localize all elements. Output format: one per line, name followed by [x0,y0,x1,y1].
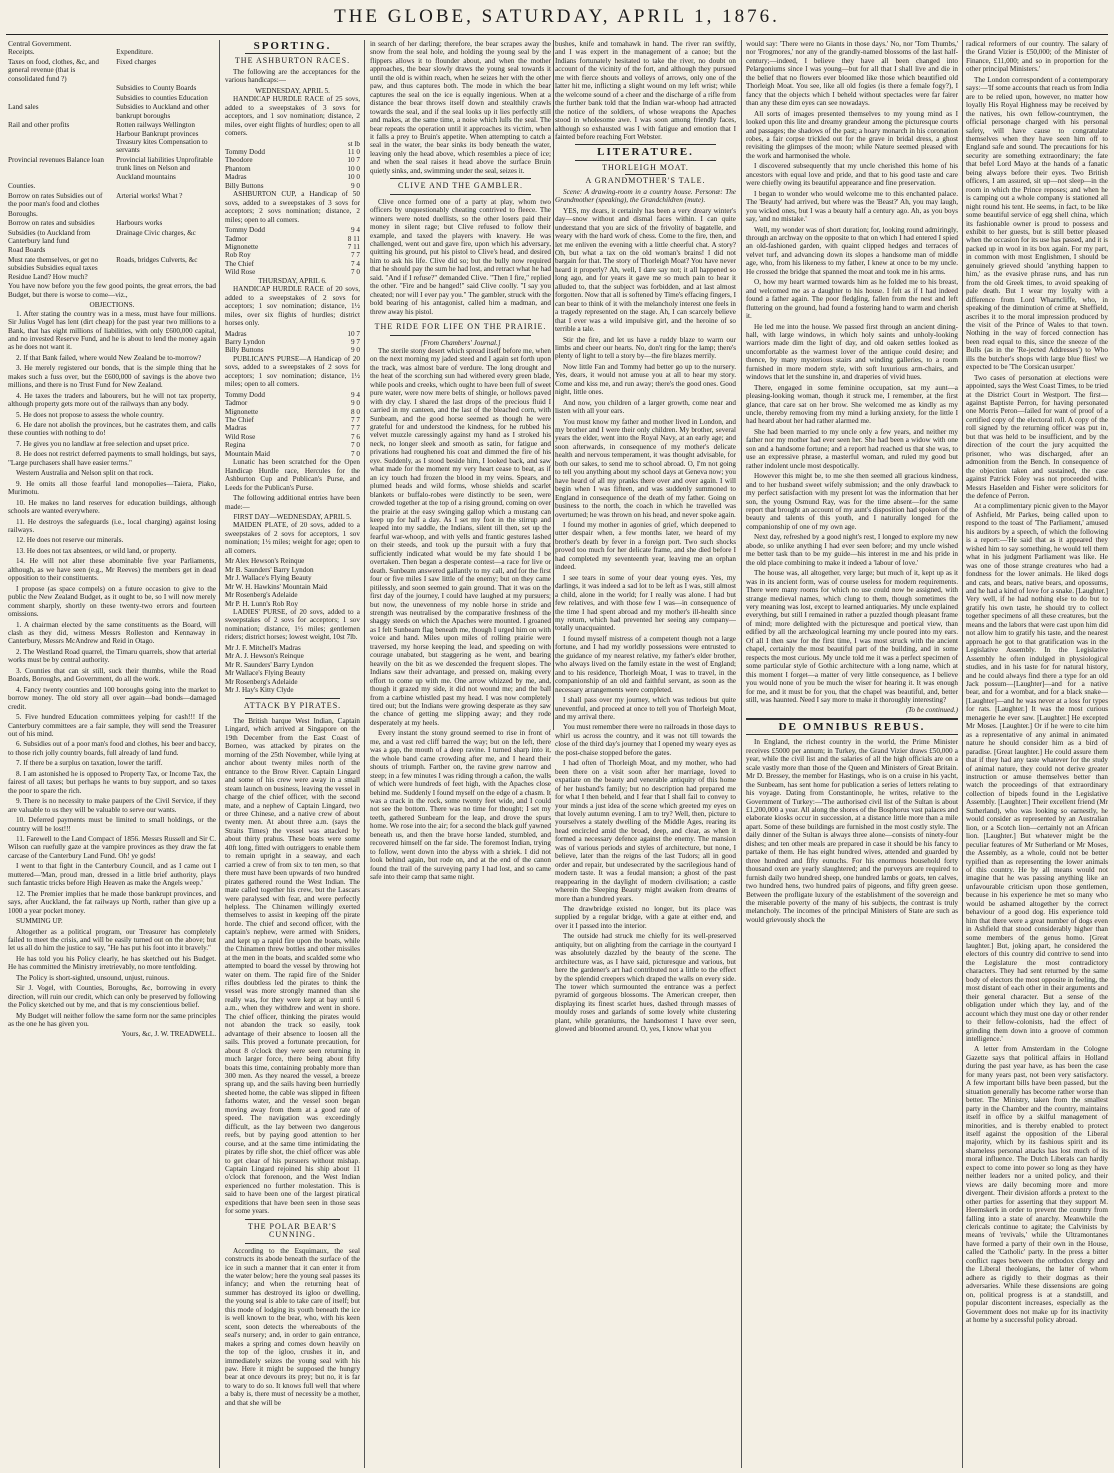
divider [746,734,958,735]
horse-name: Theodore [225,156,253,165]
budget-expenditure: Roads, bridges Culverts, &c [116,255,198,264]
horse-weight: 9 4 [351,390,360,399]
races-intro: The following are the acceptances for the various handicaps:— [225,67,360,85]
paragraph: 8. I am astonished he is opposed to Property Tax, or Income Tax, the fairest of all taxes; but perhaps he wants to buy support, and so taxes the poor to spare the rich. [8,769,216,795]
budget-expenditure: Arterial works! What ? [116,191,183,200]
race-entry: Mr J. Hay's Kitty Clyde [225,686,294,695]
omnibus-paragraph: Two cases of personation at elections were appointed, says the West Coast Times, to be tried at the District Court in Westport. The first—against Baptiste Perron, for having personated one Morris Peron—failed for want of proof of a certified copy of the electoral roll. A copy of the roll signed by the returning officer was put in, but that was held to be insufficient, and by the direction of the court the jury acquitted the prisoner, who was discharged, after an admonition from the Bench. In consequence of the objection taken and sustained, the case against Patrick Foley was not proceeded with. Messrs Haselden and Fisher were solicitors for the defence of Perron. [966,373,1108,501]
paragraph: I see tears in some of your dear young eyes. Yes, my darlings, it was indeed a sad lot to be left as I was, still almost a child, alone in the world; for I really was alone. I had but few relatives, and with those few I was—in consequence of the time I had spent abroad and my mother's ill-health since my return, which had prevented her seeing any company—totally unacquainted. [555,573,736,633]
horse-weight: 7 11 [347,242,360,251]
horse-name: Madras [225,329,247,338]
race-description: MAIDEN PLATE, of 20 sovs, added to a sweepstakes of 2 sovs for acceptors, 1 sov nomination; 1½ miles; weight for age; open to all comers. [225,521,360,555]
budget-receipt: Borrow on rates and subsidies [8,219,95,228]
paragraph: You must remember there were no railroads in those days to whirl us across the country, and it was not till towards the close of the third day's journey that I opened my weary eyes as the post-chaise stopped before the gates. [555,723,736,757]
paragraph: Stir the fire, and let us have a ruddy blaze to warm our limbs and cheer our hearts. No, don't ring for the lamp; there's plenty of light to tell a story by—the fire blazes merrily. [555,335,736,361]
budget-receipt: Rail and other profits [8,121,70,130]
paragraph: I found my mother in agonies of grief, which deepened to utter despair when, a few months later, we heard of my brother's death by fever in a foreign port. Two such shocks proved too much for her delicate frame, and she died before I had completed my seventeenth year, leaving me an orphan indeed. [555,521,736,572]
divider [245,1243,340,1244]
weights-header: st lb [347,139,360,148]
budget-row [8,210,216,218]
race-description: PUBLICAN'S PURSE—A Handicap of 20 sovs, added to a sweepstakes of 2 sovs for acceptors; 1 sov nomination; distance, 1½ miles; open to all comers. [225,354,360,389]
omnibus-heading: DE OMNIBUS REBUS. [778,720,926,733]
column-separator [364,40,365,1468]
story-paragraph: He led me into the house. We passed first through an ancient dining-hall, with large windows, in which holy saints and unholy-looking warriors made dim the light of day, and old oaken settles looked as uncomfortable as the warmest lover of the antique could desire; and thence, by many mysterious stairs and winding galleries, to a room furnished in more modern style, with soft luxurious arm-chairs, and windows that let the sunshine in, and draperies of vivid hues. [746,322,958,382]
paragraph: According to the Esquimaux, the seal constructs its abode beneath the surface of the ice in such a manner that it can enter it from the water below; here the young seal passes its infancy; and when the returning heat of summer has destroyed its igloo or dwelling, the young seal is able to take care of itself; but this mode of lodging its youth beneath the ice is well known to the bear, who, with his keen scent, soon detects the whereabouts of the seal's nursery; and, in order to gain entrance, makes a spring and comes down heavily on the top of the igloo, crushes it in, and immediately seizes the young seal with his paw. Here it might be supposed the hungry bear at once devours its prey; but no, it is far to wary to do so. It knows full well that where a baby is, there must of necessity be a mother, and that she will be [225,1246,360,1407]
horse-weight: 7 6 [351,432,360,441]
budget-expenditure [116,246,216,254]
budget-row [8,182,216,190]
divider [625,174,666,175]
scratchings-note: Lunatic has been scratched for the Open Handicap Hurdle race, Hercules for the Ashburton Cup and Publican's Purse, and Leeds for the Publican's Purse. [225,458,360,492]
polar-continued: in search of her darling; therefore, the bear scrapes away the snow from the seal hole, and holding the young seal by the flippers allows it to flounder about, and when the mother approaches, the bear slowly draws the young seal towards it until the old is within reach, when he seizes her with the other paw, and thus captures both. The mode in which the bear captures the seal on the ice is equally ingenious. When at a distance the bear throws itself down and stealthily crawls towards the seal, and if the seal looks up it lies perfectly still and makes, at the same time, a noise which lulls the seal. The bear repeats the operation until it approaches its victim, when it falls a prey to Bruin's appetite. When attempting to catch a seal in the water, the bear sinks its body beneath the water, leaving only the head above, which resembles a piece of ice; and when the seal raises it head above the surface Bruin quietly sinks, and, swimming under the seal, seizes it. [370,40,551,175]
horse-name: Madras [225,424,247,433]
paragraph: 1. After stating the country was in a mess, must have four millions. Sir Julius Vogel has lent (dirt cheap) for the past year two millions to a Bank, that has eight millions of liabilities, with only £600,000 capital, and no invested Reserve Fund, and he is about to lend the money again as he does not want it. [8,309,216,352]
paragraph: I had often of Thorleigh Moat, and my mother, who had been there on a visit soon after her marriage, loved to expatiate on the beauty and venerable antiquity of this home of her husband's family; but no description had prepared me for what I then beheld, and I fear that I shall fail to convey to your minds a just idea of the scene which greeted my eyes on that lovely autumn evening. I am to try? Well, then, picture to yourselves a stately dwelling of the Middle Ages, rearing its head encircled amid the broad, deep, and clear, as when it formed a necessary defence against the enemy. The mansion was of various periods and styles of architecture, but none, I believe, later than the reigns of the last Tudors; all in good order and repair, but undesecrated by the sacrilegious hand of modern taste. It was a feudal mansion; a ghost of the past reappearing in the daylight of modern civilisation; a castle wherein the Sleeping Beauty might awaken from dreams of more than a hundred years. [555,759,736,903]
horse-weight: 10 7 [347,156,360,165]
horse-name: Tadmor [225,234,248,243]
paragraph: The Policy is short-sighted, unsound, unjust, ruinous. [16,973,170,982]
race-entry: Mr W. H. Hawkins' Mountain Maid [225,582,328,591]
column-separator [962,40,963,1468]
budget-expenditure: Rotten railways Wellington Harbour Bankrupt provinces Treasury kites Compensation to servants [116,121,208,155]
objections-list [8,310,216,1029]
race-entry: Mr A. J. Hewson's Reinque [225,652,304,661]
paragraph: 10. Deferred payments must be limited to small holdings, or the country will be lost!!! [8,816,216,833]
budget-receipt: Borrow on rates Subsidies out of the poor man's food and clothes [8,191,103,209]
horse-weight: 7 0 [351,268,360,277]
paragraph: I shall pass over my journey, which was tedious but quite uneventful, and proceed at once to tell you of Thorleigh Moat, and my arrival there. [555,696,736,721]
paragraph: The outside had struck me chiefly for its well-preserved antiquity, but on alighting from the carriage in the courtyard I was absolutely dazzled by the beauty of the scene. The architecture was, as I have said, picturesque and various, but here the gardener's art had contributed not a little to the effect by the splendid creepers which draped the walls on every side. The tower which surmounted the entrance was a perfect pyramid of gorgeous blossoms. The American creeper, then displaying its finest scarlet hues, dashed through masses of mouldy roses and garlands of some lovely white clustering plant, while geraniums, the handsomest I have ever seen, glowed and bloomed around. O, yes, I know what you [555,932,736,1034]
race-entry [225,330,360,338]
story-paragraph: I discovered subsequently that my uncle cherished this home of his ancestors with equal love and pride, and that to his good taste and care were chiefly owing its beautiful appearance and fine preservation. [746,162,958,188]
budget-row [8,103,216,120]
moat-story [555,207,736,1034]
budget-row [8,219,216,227]
horse-weight: 7 7 [351,424,360,433]
horse-name: Rob Roy [225,251,251,260]
divider [575,160,716,161]
horse-weight: 10 0 [347,173,360,182]
horse-weight: 7 7 [351,416,360,425]
paragraph: SUMMING UP. [16,917,63,926]
divider [245,713,340,714]
budget-receipt: Taxes on food, clothes, &c, and general revenue (that is consolidated fund ?) [8,57,99,83]
race-entry: Mr B. Saunders' Barry Lyndon [225,565,314,574]
paragraph: The drawbridge existed no longer, but its place was supplied by a regular bridge, with a gate at either end, and over it I passed into the interior. [555,904,736,930]
paragraph: 5. He does not propose to assess the whole country. [16,410,164,419]
story-paragraph: However this might be, to me she then seemed all gracious kindness, and to her husband sweet wifely submission; and the only drawback to my perfect satisfaction with my present lot was the information that her son, the young Osmund Ray, was for the time absent—for the same report that brought an account of my aunt's disposition had spoken of the beauty and talents of this youth, and I naturally longed for the companionship of one of my own age. [746,472,958,531]
paragraph: And now, you children of a larger growth, come near and listen with all your ears. [555,398,736,416]
paragraph: 7. He gives you no landlaw at free selection and upset price. [16,439,190,448]
horse-weight: 10 0 [347,164,360,173]
entry-list [225,226,360,277]
entry-list [225,557,360,608]
divider [245,53,340,54]
column-omnibus-continued [966,40,1108,1468]
divider [390,319,531,320]
ride-article: The sterile stony desert which spread itself before me, when on the next morning my jaded steed and I again set forth upon the track, was almost bare of verdure. The long drought and the heat of the scorching sun had withered every green blade, while pools and creeks, which ought to have been full of sweet pure water, were now mere belts of shingle, or hollows paved with dry clay. I shared the last drops of the precious fluid I carried in my canteen, and the last of the bleached corn, with Sunbeam, and the good horse seemed as though he were grateful for and understood the kindness, for he rubbed his velvet muzzle caressingly against my hand as I stroked his neck, no longer sleek and smooth as satin, for fatigue and privations had roughened his coat and dimmed the fire of his eye. Suddenly, as I stood beside him, I looked back, and saw what made for the moment my very heart cease to beat, as if an icy touch had frozen the blood in my veins. Spears, and plumed heads and wild forms, whose shields and scarlet blankets or buffalo-robes were distinctly to be seen, were crowded together at the top of a rising ground, coming on over the prairie at the easy swinging gallop which a mustang can keep up for half a day. As I set my foot in the stirrup and leaped into my saddle, the Indians, silent till then, set up the fearful war-whoop, and with yells and frantic gestures lashed on their steeds, and took up the pursuit with a fury that sufficiently indicated what would be my fate should I be overtaken. Then began a desperate contest—a race for live or death. Sunbeam answered gallantly to my call, and for the first four or five miles I saw little of the enemy; but on they came pitilessly, and soon seemed to gain ground. That it was on the first day of the journey, I could have laughed at my pursuers; but now, the unevenness of my noble horse in stride and strength was neutralised by the comparative freshness of the shaggy steeds on which the Apaches were mounted. I groaned as I felt Sunbeam flag beneath me, though I urged him on with voice and hand. Miles upon miles of rolling prairie were traversed, my horse keeping the lead, and speeding on with courage unabated, but staggering as he went, and bearing heavily on the bit as we descended the frequent slopes. The Indians saw their advantage, and pressed on, making every effort to come up with me. One arrow whizzed by me, and, though it grazed my side, it did not wound me; and the ball from a carbine whistled past my head. I was now completely tired out; but the Indians were growing desperate as they saw the chance of getting me slipping away; and they rode desperately at my heels. [370,346,551,727]
additional-entries-note: The following additional entries have been made:— [225,494,360,511]
race-entry [225,399,360,407]
race-entry [225,391,360,399]
horse-name: Regina [225,441,246,450]
budget-receipt: Land sales [8,103,39,112]
horse-weight: 11 0 [347,147,360,156]
race-entry [225,226,360,234]
race-entry: Mr Alex Hewson's Reinque [225,557,305,566]
horse-weight: 9 4 [351,226,360,235]
paragraph: I found myself mistress of a competent though not a large fortune, and I had my worldly possessions were entrusted to the guidance of my nearest relative, my father's elder brother, who always lived on the family estate in the west of England; and to his residence, Thorleigh Moat, I was to travel, in the companionship of an old and faithful servant, as soon as the necessary arrangements were completed. [555,634,736,694]
horse-weight: 9 0 [351,181,360,190]
sporting-heading: SPORTING. [253,40,332,52]
budget-expenditure: Provincial liabilities Unprofitable trunk lines on Nelson and Auckland mountains [116,155,213,181]
day-heading: THURSDAY, APRIL 6. [258,276,327,285]
horse-name: Wild Rose [225,268,256,277]
top-rule [6,34,1108,35]
race-entry [225,243,360,251]
polar-article [225,1247,360,1408]
paragraph: 13. He does not tax absentees, or wild land, or property. [16,546,177,555]
race-entry [225,235,360,243]
column-moat-continued [746,40,958,1468]
budget-expenditure: Fixed charges [116,57,157,66]
race-entry [225,416,360,424]
budget-expenditure: Drainage Civic charges, &c [116,228,196,237]
budget-row [8,229,216,246]
horse-name: Mignonette [225,242,259,251]
horse-weight: 10 7 [347,329,360,338]
paragraph: YES, my dears, it certainly has been a very dreary winter's day—snow without and dismal faces within. I can quite understand that you are sick of the frivolity of bagatelle, and weary with the hard work of chess. Come to the fire, then, and let me enliven the evening with a little cheerful chat. A story? Oh, but what a tax on the old woman's brains! I did not bargain for that. The story of Thorleigh Moat? You have never heard it properly? Ah, well, I dare say not; it all happened so long ago, and for years it gave me so much pain to hear it alluded to, that the subject was forbidden, and at last almost forgotten. Now that all is softened by Time's effacing fingers, I can bear to think of it with the melancholy interest one feels in a tragedy represented on the stage. Ah, I can scarcely believe that I ever was a wild impulsive girl, and the heroine of so terrible a tale. [555,206,736,334]
entry-list [225,391,360,459]
moat-subheading: A GRANDMOTHER'S TALE. [585,176,706,186]
budget-expenditure: Subsidies to County Boards [116,84,197,93]
race-entry: Mr P. H. Lunn's Rob Roy [225,599,298,608]
horse-name: Mignonette [225,407,259,416]
divider [390,178,531,179]
race-entry [225,346,360,354]
race-entry [225,450,360,458]
budget-receipt: Provincial revenues Balance loan [8,155,104,164]
horse-name: The Chief [225,416,254,425]
paragraph: 1. A chairman elected by the same constituents as the Board, will clash as they did, witness Messrs Rolleston and Kennaway in Canterbury, Messrs McAndrew and Reid in Otago. [8,620,216,646]
pirates-heading: ATTACK BY PIRATES. [243,700,342,710]
race-entry [225,424,360,432]
budget-receipt: Subsidies (to Auckland from Canterbury land fund [8,228,91,245]
horse-name: Mountain Maid [225,449,270,458]
paragraph: I went to that fight in the Canterbury Council, and as I came out I muttered—'Man, proud man, dressed in a little brief authority, plays such fantastic tricks before High Heaven as make the Angels weep.' [8,862,216,888]
race-entry [225,268,360,276]
budget-receipt: Must rate themselves, or get no subsidies Subsidies equal taxes Residue Land? How much? [8,255,99,281]
paragraph: 11. Farewell to the Land Compact of 1856. Messrs Russell and Sir C. Wilson can ruefully gaze at the vampire provinces as they draw the fat carcase of the Canterbury Land Fund. Oh! ye gods! [8,834,216,860]
omnibus-paragraph: At a complimentary picnic given to the Mayor of Ashfield, Mr Parkes, being called upon to respond to the toast of 'The Parliament,' amused his auditors by a speech, of which the following is a report:—'He said that as it appeared they wished him to say something, he would tell them what in his judgment Parliament was like. He was one of those strange creatures who had a fondness for the lower animals. He liked dogs and cats, and bears, native bears, and opossums, and he had a kind of love for a snake. [Laughter.] Very well, if he had nothing else to do but to gratify his own taste, he should try to collect together specimens of all these creatures, but the means and the labors that were cast upon him did not allow him to gratify his taste, and the nearest approach he got to that gratification was in the Legislative Assembly. In the Legislative Assembly he often indulged in physiological studies, and in his taste for for natural history, and he could always find there a type for an old Jack possum—[Laughter]—and for a native bear, and for a wombat, and for a black snake—[Laughter]—and he was never at a loss for types for rats. [Laughter.] It was the most curious menagerie he ever saw. [Laughter.] He excepted Mr Moses. [Laughter.] Or if he were to cite him as a representative of any animal in animated nature he should consider him as a bird of paradise. [Great laughter.] He could assure them that if they had any taste whatever for the study of animal nature, they could not derive greater instruction or amuse themselves better than watch the proceedings of that extraordinary collection of bipeds found in the Legislative Assembly. [Laughter.] Their excellent friend (Mr Sutherland), who was looking so earnestly, he would consider as represented by an Australian lion, or a Scotch lion—certainly not an African lion. [Laughter.] But whatever might be the peculiar features of Mr Sutherland or Mr Moses, the Assembly, as a whole, could not be better typified than as representing the lower animals of this country. He by all means would not imagine that he was passing anything like an unfavourable criticism upon those gentlemen, because in his experience he met so many who would be ashamed altogether by the correct behaviour of a good dog. His experience told him that there were a great number of dogs even in Ashfield that stood considerably higher than some members of the genus homo. [Great laughter.] But, joking apart, he considered the electors of this country did contrive to send into the Legislature the most contradictory characters. They had sent returned by the same body of electors the most opposite in feeling, the most distant of each other in their arguments and their general character. But a sense of the obligation under which they lay, and of the account which they must one day or other render to their fellow-colonists, had the effect of grinding them down into a groove of common intelligence.' [966,502,1108,1044]
horse-name: The Chief [225,259,254,268]
race-entry: Mr Rosenberg's Adelaide [225,677,298,686]
masthead: THE GLOBE, SATURDAY, APRIL 1, 1876. [334,6,780,27]
budget-row [8,246,216,254]
race-entry: Mr J. Wallace's Flying Beauty [225,574,312,583]
paragraph: 12. The Premier implies that he made those bankrupt provinces, and says, after Auckland, the fat railways up North, rather than give up a 1000 a year pocket money. [8,889,216,915]
paragraph: 12. He does not reserve our minerals. [16,536,124,545]
paragraph: 2. If that Bank failed, where would New Zealand be to-morrow? [16,353,202,362]
race-entry [225,165,360,173]
paragraph: Sir J. Vogel, with Counties, Boroughs, &c, borrowing in every direction, will ruin our credit, which can only be preserved by following the Policy sketched out by me, and that is my conscientious belief. [8,984,216,1010]
budget-receipt: Boroughs. [8,209,38,218]
paragraph: 2. The Westland Road quarrel, the Timaru quarrels, show that arterial works must be by central authority. [8,647,216,665]
omnibus-paragraph: A letter from Amsterdam in the Cologne Gazette says that political affairs in Holland during the past year have, as has been the case for many years past, not been very satisfactory. A few important bills have been passed, but the situation generally has become rather worse than better. The Ministry, taken from the smallest party in the Chamber and the country, maintains itself in office by a skilful management of minorities, and is thereby enabled to protect itself against the opposition of the Liberal majority, which by its fashious spirit and its shameless personal attacks has lost much of its moral influence. The Dutch Liberals can hardly expect to come into power so long as they have neither leaders nor a united policy, and their views are daily becoming more and more divergent. Their division affords a pretext to the other parties for asserting that they support M. Heemskerk in order to prevent the country from falling into a state of anarchy. Meanwhile the clericals continue to agitate; the Calvinists by means of 'revivals,' while the Ultramontanes have formed a party of their own in the House, called the 'Catholic' party. In the press a bitter conflict rages between the orthodox clergy and the Liberal theologians, the latter of whom adhere as rigidly to their dogmas as their adversaries. While these dissensions are going on, political progress is at a standstill, and popular discontent increases, especially as the Government does not make up for its inactivity at home by a successful policy abroad. [966,1045,1108,1324]
day-heading: WEDNESDAY, APRIL 5. [255,86,330,95]
column-budget-letter [8,40,216,1468]
race-description: LADIES' PURSE, of 20 sovs, added to a sweepstakes of 2 sovs for acceptors; 1 sov nomination; distance, 1½ miles; gentlemen riders; district horses; lowest weight, 10st 7lb. [225,608,360,642]
horse-weight: 9 0 [351,399,360,408]
intro-paragraph: You have now before you the few good points, the great errors, the bad Budget, but there is worse to come—viz., [8,282,216,299]
omnibus-paragraph: radical reformers of our country. The salary of the Grand Vizier is £50,000; of the Minister of Finance, £11,000; and so in proportion for the other principal Ministers.' [966,40,1108,74]
objections-heading: OBJECTIONS. [89,301,135,310]
budget-receipt: Receipts. [8,48,35,57]
budget-expenditure: Expenditure. [116,48,154,57]
race-entry [225,251,360,259]
race-entry [225,173,360,181]
horse-weight: 7 7 [351,251,360,260]
paragraph: 10. He makes no land reserves for education buildings, although schools are wanted everywhere. [8,498,216,516]
divider [746,718,958,720]
race-entry: Mr J. F. Mitchell's Madras [225,643,301,652]
paragraph: 5. Five hundred Education committees yelping for cash!!! If the Canterbury committees are a fair sample, they will send the Treasurer out of his mind. [8,713,216,738]
paragraph: Altogether as a political program, our Treasurer has completely failed to meet the crisis, and will be easily turned out on the above; but let us all do him the justice to say, "He has put his foot into it bravely." [8,927,216,953]
story-paragraph: There, engaged in some feminine occupation, sat my aunt—a pleasing-looking woman, though it struck me, I remember, at the first glance, that care sat on her brow. She welcomed me as kindly as my uncle, thereby removing from my mind a lurking anxiety, for the little I had heard about her had rather alarmed me. [746,383,958,426]
race-entry [225,433,360,441]
clive-article: Clive once formed one of a party at play, whom two officers by unquestionably cheating contrived to fleece. The winners were noted duellists, so the other losers paid their money in silent rage; but Clive refused to follow their example, and taxed the players with knavery. He was challenged, went out and gave fire, upon which his adversary, quitting his ground, put his pistol to Clive's head, and desired him to ask his life. Clive did so; but the bully now required that he should pay the sum he had lost, and retract what he had said. "And if I refuse?" demanded Clive. "Then I fire," replied the other. "Fire and be hanged!" said Clive coolly. "I say you cheated; nor will I ever pay you." The gambler, struck with the bold bearing of his antagonist, called him a madman, and threw away his pistol. [370,197,551,316]
paragraph: 4. He taxes the traders and labourers, but he will not tax property, although property gets more out of the railways than any body. [8,391,216,409]
ride-article-cont: Every instant the stony ground seemed to rise in front of me, and a vast red cliff barred the way; but on the left, there was a gap, the mouth of a deep ravine. I turned sharp into it, the whole band came crowding after me, and I heard their shouts of triumph. Farther on, the ravine grew narrow and steep; in a few minutes I was riding through a cañon, the walls of which were hundreds of feet high, with the Apaches close behind me. Suddenly I found myself on the edge of a chasm. It was a crack in the rock, some twenty feet wide, and I could not see the bottom. There was no time for thought; I set my teeth, gathered Sunbeam for the leap, and drove the spurs home. We rose into the air; for a second the black gulf yawned beneath us, and then the brave horse landed, stumbled, and recovered himself on the far side. The foremost Indian, trying to follow, went down into the abyss with a shriek. I did not look behind again, but rode on, and at the end of the canon found the trail of the surveying party I had lost, and so came safe into their camp that same night. [370,729,551,882]
story-paragraph: Next day, refreshed by a good night's rest, I longed to explore my new abode, so unlike anything I had ever seen before; and my uncle wished me better task than to be my guide—his interest in me and his pride in the old place combining to make it indeed a 'labour of love.' [746,533,958,567]
pirates-article [225,717,360,1216]
column-separator [553,40,554,730]
omnibus-paragraph: The London correspondent of a contemporary says:—'If some accounts that reach us from India are to be relied upon, however, no matter how loyally His Royal Highness may be received by the natives, his own fellow-countrymen, the official personage charged with his personal safety, will have cause to congratulate themselves when they have seen him off to England safe and sound. The precautions for his security are something extraordinary; the fate that befel Lord Mayo at the hands of a fanatic being always before their eyes. Two British officers, I am assured, sit up—not sleep—in the room in which the Prince reposes; and when he is camping out a whole company is stationed all night round his tent. He seems, in fact, to be like some beautiful service of egg shell china, which its fashionable owner is proud to possess and exhibit to her guests, but is still better pleased when the occasion for its use has passed, and it is packed up in wool in its box again. For my part, in common with most Englishmen, I should be genuinely grieved should 'anything happen to him,' as the evasive phrase runs, and has run from the old Greek times, to avoid speaking of pale death. But I wear my loyalty with a difference from Lord Wharncliffe, who, in speaking of the diminution of crime at Sheffield, ascribes it to the moral impression produced by the visit of the Prince of Wales to that town. Nothing in the way of forced connection has been read equal to this, since the sneeze of the Bulls (as in the 'Re-jected Addresses') to Who ills the butcher's shops with large blue flies! we expected to be 'The Corsican usurper.' [966,75,1108,372]
moat-heading: THORLEIGH MOAT. [602,162,689,172]
paragraph: 6. He dare not abolish the provinces, but he castrates them, and calls these counties with nothing to do! [8,421,216,438]
horse-name: Tommy Dodd [225,390,266,399]
race-entry: Mr Rosenberg's Adelaide [225,591,298,600]
budget-row [8,121,216,155]
budget-table [8,48,216,281]
budget-row [8,84,216,92]
column-sporting [225,40,360,1468]
horse-name: Tommy Dodd [225,147,266,156]
budget-expenditure [116,210,216,218]
budget-receipt: Road Boards [8,246,46,255]
ride-source: [From Chambers' Journal.] [420,338,501,347]
budget-row [8,256,216,281]
continued-note: (To be continued.) [905,706,958,715]
race-description: HANDICAP HURDLE RACE of 20 sovs, added to a sweepstakes of 2 sovs for acceptors; 1 sov nomination; distance, 1½ miles, over six flights of hurdles; district horses only. [225,285,360,328]
divider [390,335,531,336]
divider [245,698,340,699]
literature-heading: LITERATURE. [597,146,694,159]
paragraph: 3. Counties that can sit still, suck their thumbs, while the Road Boards, Boroughs, and Government, do all the work. [8,666,216,684]
paragraph: 9. He omits all those fearful land monopolies—Taiera, Piako, Murimotu. [8,479,216,497]
budget-receipt [8,94,108,102]
budget-expenditure: Harbours works [116,219,163,228]
column-polar-continued [370,40,551,1468]
paragraph: You must know my father and mother lived in London, and my brother and I were their only children. My brother, several years the elder, went into the Royal Navy, at an early age; and soon afterwards, in consequence of my mother's delicate health and nervous temperament, it was thought advisable, for both our sakes, to send me to school abroad. O, I'm not going to tell you anything about my school days at Geneva now; you have heard of all my pranks there over and over again. I will begin when I was fifteen, and was suddenly summoned to England in consequence of the death of my father. Going on business to the north, the coach in which he travelled was overturned; he was thrown on his head, and never spoke again. [555,417,736,519]
paragraph: He has told you his Policy clearly, he has sketched out his Budget. He has committed the Ministry irretrievably, no more tentfolding. [8,954,216,972]
budget-row [8,192,216,209]
paragraph: 14. He will not alter these abominable five year Parliaments, although, as we have seen (e.g., Mr Reeves) the members get in dead opposition to their constituents. [8,557,216,583]
column-literature [555,40,736,1468]
paragraph: The British barque West Indian, Captain Lingard, which arrived at Singapore on the 19th December from the East Coast of Borneo, was attacked by pirates on the morning of the 25th November, while lying at anchor about twenty miles north of the entrance to the Brow River. Captain Lingard and some of his crew were away in a small steam launch on business, leaving the vessel in charge of the chief officer, with the second mate, and a nephew of Captain Lingard, two or three Chinese, and a native crew of about twenty men. At about three a.m. (says the Straits Times) the vessel was attacked by about thirty prahus. These boats were some 40ft long, fitted with outriggers to enable them to remain upright in a seaway, and each carried a crew of from six to ten men, so that there must have been upwards of two hundred pirates gathered round the West Indian. The mate called together his crew, but the Lascars were paralysed with fear, and were perfectly helpless. The Chinamen willingly exerted themselves to assist in keeping off the pirate horde. The chief and second officer, with the captain's nephew, were armed with Sniders, and kept up a rapid fire upon the boats, while the Chinamen threw bottles and other missiles at the men in the boats, and scalded some who attempted to board the vessel by throwing hot water on them. The rapid fire of the Snider rifles doubtless led the pirates to think the vessel was more strongly manned than she really was, for they were kept at bay until 6 a.m., when they withdrew and went in shore. The chief officer, thinking the pirates would not abandon the track so easily, took advantage of their absence to loosen all the sails. This proved a fortunate precaution, for about 8 o'clock they were seen returning in much larger force, there being about fifty boats this time, containing probably more than 300 men. As they neared the vessel, a breeze sprang up, and the sails having been hurriedly sheeted home, the cable was slipped in fifteen fathoms water, and the vessel soon began moving away from them at a good rate of speed. The navigation was exceedingly difficult, as the lay between two dangerous reefs, but by paying good attention to her course, and at the same time intimidating the pirates by rifle shot, the chief officer was able to get clear of his pursuers without mishap. Captain Lingard rejoined his ship about 11 o'clock that forenoon, and the West Indian experienced no further molestation. This is said to have been one of the largest piratical expeditions that have been seen in those seas for some years. [225,716,360,1216]
divider [575,144,716,145]
race-entry [225,441,360,449]
polar-heading: THE POLAR BEAR'S CUNNING. [247,1221,337,1240]
race-entry [225,156,360,164]
paragraph: Western Australia and Nelson split on that rock. [16,469,154,478]
budget-expenditure: Subsidies to counties Education [116,93,208,102]
races-subheading: THE ASHBURTON RACES. [234,56,351,66]
ride-heading: THE RIDE FOR LIFE ON THE PRAIRIE. [374,322,547,332]
horse-weight: 7 0 [351,441,360,450]
story-paragraph: Well, my wonder was of short duration; for, looking round admiringly, through an archway on the opposite to that on which I had entered I spied an old-fashioned garden, with quaint clipped hedges and terraces of velvet turf, and advancing down its slopes a handsome man of middle age, who, from his likeness to my father, I knew at once to be my uncle. He crossed the bridge that spanned the moat and took me in his arms. [746,225,958,276]
clive-heading: CLIVE AND THE GAMBLER. [398,181,523,191]
story-paragraph: I began to wonder who would welcome me to this enchanted palace. The 'Beauty' had arrived, but where was the 'Beast?' Ah, you may laugh, you wicked ones, but I was a beauty half a century ago. Ah, as you boys say, 'and no mistake.' [746,189,958,224]
horse-name: Madras [225,173,247,182]
budget-row [8,48,216,56]
story-paragraph: All sorts of images presented themselves to my young mind as I looked upon this lite and dreamy grandeur among the picturesque courts and passages; the shadows of the past; a hoary monarch in his coronation robes, a fair corpse trickled out for the grave in bridal dress, a ghost revisiting the glimpses of the moon; while Nature seemed pleased with the work and harmonised the whole. [746,109,958,160]
paragraph: 11. He destroys the safeguards (i.e., local charging) against losing railways. [8,517,216,535]
budget-row [8,58,216,83]
scene-note: Scene: A drawing-room in a country house. Personæ: The Grandmother (speaking), the Grandchildren (mute). [555,187,736,205]
divider [390,194,531,195]
story-paragraph: She had been married to my uncle only a few years, and neither my father nor my mother had ever seen her. She had been a widow with one son and a handsome fortune; and a report had reached us that she was, to use an expressive phrase, a masterful woman, and ruled my good but rather indolent uncle most despotically. [746,427,958,470]
horse-name: Wild Rose [225,432,256,441]
race-entry [225,338,360,346]
story-paragraph: O, how my heart warmed towards him as he folded me to his breast, and welcomed me as a daughter to his house. I felt as if I had indeed found a father again. The poor fledgling, fallen from the nest and left fluttering on the ground, had found a fostering hand to warm and cherish it. [746,278,958,321]
race-description: HANDICAP HURDLE RACE of 25 sovs, added to a sweepstakes of 3 sovs for acceptors, and 1 sov nomination; distance, 2 miles, over eight flights of hurdles; open to all comers. [225,95,360,138]
column-separator [741,40,742,1468]
paragraph: 8. He does not restrict deferred payments to small holdings, but says, "Large purchasers shall have easier terms." [8,450,216,467]
signoff: Yours, &c, J. W. TREADWELL. [121,1030,216,1039]
story-paragraph: would say: 'There were no Giants in those days.' No, nor 'Tom Thumbs,' nor 'Frogmores,' nor any of the grandly-named blossoms of the last half-century;—indeed, I believe they have all been changed into Pelargoniums since I was young—but for all that I shall live and die in the belief that no flowers ever bloomed like those which beautified old Thorleigh Moat. You see, like all old fogies (is there a female fogy?), I fancy that the objects which I beheld without spectacles were far fairer than any these dim eyes can see nowadays. [746,40,958,108]
race-entry: Mr R. Saunders' Barry Lyndon [225,660,314,669]
horse-weight: 9 0 [351,346,360,355]
race-entry [225,182,360,190]
paragraph: 7. If there be a surplus on taxation, lower the tariff. [16,759,163,768]
budget-receipt [8,84,108,92]
horse-weight: 7 0 [351,449,360,458]
budget-row [8,156,216,181]
horse-name: Tadmor [225,399,248,408]
race-entry: Mr Wallace's Flying Beauty [225,669,306,678]
entry-list [225,148,360,190]
horse-name: Billy Buttons [225,181,264,190]
story-paragraph: The house was, all altogether, very large; but much of it, kept up as it was in its ancient form, was of course useless for modern requirements. There were many rooms for which no use could now be assigned, with strange medieval names, which clung to them, though sometimes the very meaning was lost, except to learned antiquaries. My uncle explained everything, but still I remained in rather a puzzled though pleasant frame of mind; more delighted with the picturesque and poetical view, than edified by all the archæological learning my uncle poured into my ears. Of all I then saw for the first time, I was most struck with the ancient chapel, certainly the most beautiful part of the building, and in some respects the most curious. My uncle told me it was a perfect specimen of some particular style of Gothic architecture with a long name, which at this moment I forget—a matter of very little consequence, as I believe you would none of you be much the wiser for hearing it. It was enough for me, and it must be for you, that the chapel was beautiful, and, better still, was haunted. Need I say more to make it thoroughly interesting? [746,569,958,704]
entry-list [225,644,360,695]
horse-weight: 9 7 [351,337,360,346]
day-heading: FIRST DAY—WEDNESDAY, APRIL 5. [233,513,352,522]
horse-weight: 8 11 [347,234,360,243]
budget-expenditure [116,182,216,190]
entry-list [225,330,360,355]
paragraph: 9. There is no necessity to make paupers of the Civil Service, if they are valuable to us they will be valuable to serve our wants. [8,797,216,814]
budget-receipt: Counties. [8,182,36,191]
race-entry [225,148,360,156]
budget-row [8,94,216,102]
omnibus-article: In England, the richest country in the world, the Prime Minister receives £5000 per annum; in Turkey, the Grand Vizier draws £50,000 a year, while the civil list and the salaries of all the high officials are on a scale vastly more than those of the Queen and Ministers of Great Britain. Mr D. Bressey, the member for Hastings, who is on a cruise in his yacht, the Sunbeam, has sent home for publication a series of letters relating to his voyage. Dating from Constantinople, he writes, relative to the Government of Turkey:—'The authorised civil list of the Sultan is about £1,200,000 a year. All along the shores of the Bosphorus vast palaces and elaborate kiosks occur in succession, at a distance little more than a mile apart. Some of these buildings are furnished in the most costly style. The daily dinner of the Sultan is always three alone—consists of ninety-four dishes; and ten other meals are prepared in case it should be his fancy to partake of them. He has eight hundred wives, attended and guarded by three hundred and fifty eunuchs. For his enormous household forty thousand oxen are yearly slaughtered; and the purveyors are required to furnish daily two hundred sheep, one hundred lambs or goats, ten calves, two hundred hens, two hundred pairs of pigeons, and fifty green geese. Between the profligate luxury of the establishment of the sovereign and the miserable poverty of the many of his subjects, the contrast is truly melancholy. The incomes of the principal Ministers of State are such as would grievously shock the [746,738,958,924]
paragraph: I propose (as space compels) on a future occasion to give to the public the New Zealand Budget, as it ought to be, so I will now merely comment sharply, shortly on these twenty-two errors and fourteen omissions. [8,584,216,619]
race-entry [225,408,360,416]
horse-name: Tommy Dodd [225,226,266,235]
horse-name: Barry Lyndon [225,337,266,346]
paragraph: 6. Subsidies out of a poor man's food and clothes, his beer and baccy, to those rich jolly country boards, full already of land fund. [8,740,216,757]
paragraph: 3. He merely registered our bonds, that is the simple thing that he makes such a fuss over, but the £600,000 of savings is the above two millions, and there is no Trust Fund for New Zealand. [8,364,216,390]
race-entry [225,260,360,268]
horse-weight: 7 4 [351,259,360,268]
paragraph: 4. Fancy twenty counties and 100 boroughs going into the market to borrow money. The old story all over again—bad bonds—damaged credit. [8,685,216,711]
budget-table-heading: Central Government. [8,40,72,48]
ride-ending: bushes, knife and tomahawk in hand. The river ran swiftly, and I was expert in the management of a canoe; but the Indians fortunately hesitated to take the river, no doubt on account of the vicinity of the fort, and although they pursued me with fierce shouts and volleys of arrows, only one of the latter hit me, inflicting a slight wound on my left wrist; while the welcome sound of a cheer and the discharge of a rifle from the further bank told that the Indian war-whoop had attracted the notice of the soldiers, of whose weapons the Apaches stood in wholesome awe. I was soon among friendly faces, although so exhausted was I with fatigue and emotion that I fainted before reaching Fort Webster. [555,40,736,141]
divider [245,1219,340,1220]
horse-name: Billy Buttons [225,346,264,355]
race-description: ASHBURTON CUP, a Handicap of 50 sovs, added to a sweepstakes of 3 sovs for acceptors; 2 sovs nomination; distance, 2 miles; open to all comers. [225,190,360,224]
paragraph: My Budget will neither follow the same form nor the same principles as the one he has given you. [8,1011,216,1029]
budget-expenditure: Subsidies to Auckland and other bankrupt boroughs [116,103,210,120]
column-separator [219,40,220,1468]
horse-name: Phantom [225,164,251,173]
horse-weight: 8 0 [351,407,360,416]
paragraph: Now little Fan and Tommy had better go up to the nursery. Yes, dears, it would not amuse you at all to hear my story. Come and kiss me, and run away; there's the good ones. Good night, little ones. [555,362,736,397]
